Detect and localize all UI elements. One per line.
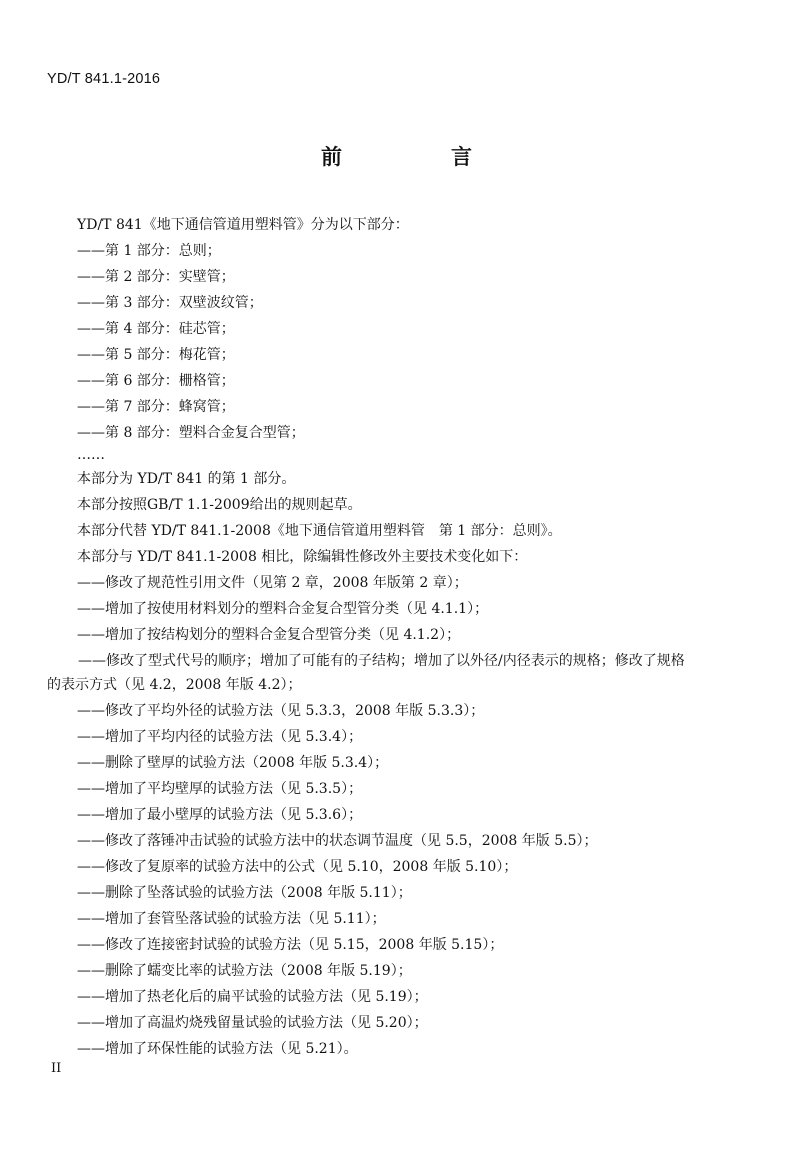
- change-list-item: ——增加了热老化后的扁平试验的试验方法（见 5.19）；: [77, 989, 428, 1005]
- change-list-item: ——修改了规范性引用文件（见第 2 章，2008 年版第 2 章）；: [77, 575, 468, 591]
- ellipsis: ……: [77, 447, 105, 463]
- part-list-item: ——第 7 部分：蜂窝管；: [77, 399, 235, 415]
- change-list-item: ——修改了平均外径的试验方法（见 5.3.3，2008 年版 5.3.3）；: [77, 703, 485, 719]
- change-list-item: ——修改了复原率的试验方法中的公式（见 5.10，2008 年版 5.10）；: [77, 859, 518, 875]
- change-list-item: ——增加了环保性能的试验方法（见 5.21）。: [77, 1041, 358, 1057]
- part-list-item: ——第 5 部分：梅花管；: [77, 347, 235, 363]
- change-list-item: ——增加了平均内径的试验方法（见 5.3.4）；: [77, 729, 363, 745]
- part-list-item: ——第 1 部分：总则；: [77, 243, 221, 259]
- change-list-item: ——增加了套管坠落试验的试验方法（见 5.11）；: [77, 911, 386, 927]
- page-title: 前 言: [321, 145, 516, 169]
- change-list-item: ——增加了按结构划分的塑料合金复合型管分类（见 4.1.2）；: [77, 627, 461, 643]
- page-number: II: [51, 1061, 62, 1076]
- change-list-item: ——修改了型式代号的顺序；增加了可能有的子结构；增加了以外径/内径表示的规格；修改了规格: [78, 653, 685, 669]
- part-list-item: ——第 6 部分：栅格管；: [77, 373, 235, 389]
- change-list-item: ——修改了落锤冲击试验的试验方法中的状态调节温度（见 5.5，2008 年版 5.5）；: [77, 833, 598, 849]
- statement-paragraph: 本部分按照GB/T 1.1-2009给出的规则起草。: [77, 497, 362, 513]
- change-list-item: ——增加了高温灼烧残留量试验的试验方法（见 5.20）；: [77, 1015, 428, 1031]
- standard-code-header: YD/T 841.1-2016: [47, 71, 161, 87]
- statement-paragraph: 本部分与 YD/T 841.1-2008 相比，除编辑性修改外主要技术变化如下：: [77, 549, 528, 565]
- change-list-item: ——删除了坠落试验的试验方法（2008 年版 5.11）；: [77, 885, 412, 901]
- change-list-item-continuation: 的表示方式（见 4.2，2008 年版 4.2）；: [47, 677, 302, 693]
- change-list-item: ——增加了按使用材料划分的塑料合金复合型管分类（见 4.1.1）；: [77, 601, 489, 617]
- statement-paragraph: 本部分代替 YD/T 841.1-2008《地下通信管道用塑料管 第 1 部分：总则》。: [77, 523, 562, 539]
- part-list-item: ——第 8 部分：塑料合金复合型管；: [77, 425, 305, 441]
- change-list-item: ——删除了蠕变比率的试验方法（2008 年版 5.19）；: [77, 963, 412, 979]
- statement-paragraph: 本部分为 YD/T 841 的第 1 部分。: [77, 471, 296, 487]
- part-list-item: ——第 4 部分：硅芯管；: [77, 321, 235, 337]
- change-list-item: ——增加了最小壁厚的试验方法（见 5.3.6）；: [77, 807, 363, 823]
- change-list-item: ——删除了壁厚的试验方法（2008 年版 5.3.4）；: [77, 755, 389, 771]
- part-list-item: ——第 3 部分：双壁波纹管；: [77, 295, 263, 311]
- change-list-item: ——修改了连接密封试验的试验方法（见 5.15，2008 年版 5.15）；: [77, 937, 504, 953]
- intro-paragraph: YD/T 841《地下通信管道用塑料管》分为以下部分：: [77, 217, 409, 233]
- change-list-item: ——增加了平均壁厚的试验方法（见 5.3.5）；: [77, 781, 363, 797]
- part-list-item: ——第 2 部分：实壁管；: [77, 269, 235, 285]
